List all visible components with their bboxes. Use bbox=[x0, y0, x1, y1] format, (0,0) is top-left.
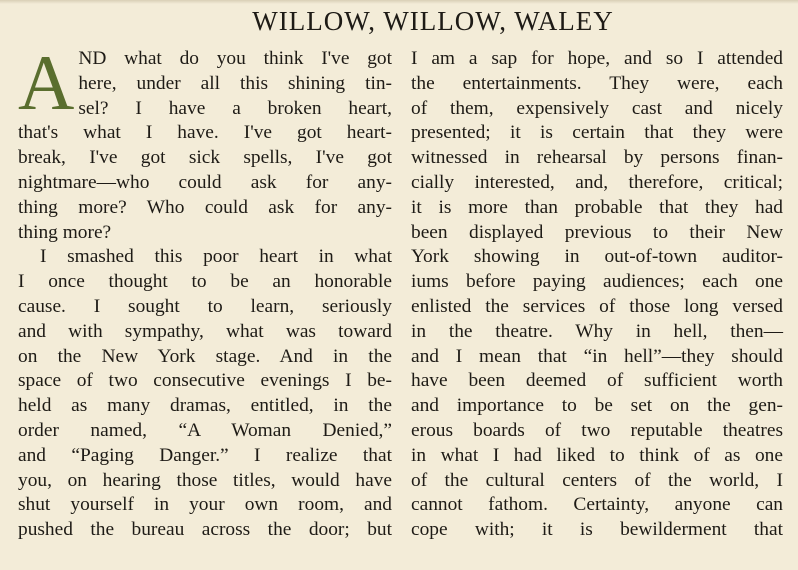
text-line: of them, expensively cast and nicely bbox=[411, 97, 783, 119]
text-line: on the New York stage. And in the bbox=[18, 345, 392, 367]
text-line: I smashed this poor heart in what bbox=[40, 246, 392, 268]
text-line: and “Paging Danger.” I realize that bbox=[18, 444, 392, 466]
text-line: and with sympathy, what was toward bbox=[18, 320, 392, 342]
text-line: it is more than probable that they had bbox=[411, 196, 783, 218]
text-line: York showing in out-of-town auditor- bbox=[411, 246, 783, 268]
text-line: held as many dramas, entitled, in the bbox=[18, 395, 392, 417]
right-column bbox=[411, 47, 783, 543]
text-line: cope with; it is bewilderment that bbox=[411, 519, 783, 541]
text-line: sel? I have a broken heart, bbox=[78, 97, 392, 119]
text-line: and importance to be set on the gen- bbox=[411, 395, 783, 417]
text-line: thing more? bbox=[18, 221, 112, 243]
text-line: shut yourself in your own room, and bbox=[18, 494, 392, 516]
text-line: presented; it is certain that they were bbox=[411, 122, 783, 144]
text-line: ND what do you think I've got bbox=[78, 48, 392, 69]
left-column bbox=[18, 39, 392, 543]
text-line: nightmare—who could ask for any- bbox=[18, 171, 392, 193]
text-line: erous boards of two reputable theatres bbox=[411, 419, 783, 441]
text-line: of the cultural centers of the world, I bbox=[411, 469, 783, 491]
text-line: have been deemed of sufficient worth bbox=[411, 370, 783, 392]
text-line: pushed the bureau across the door; but bbox=[18, 519, 392, 541]
text-line: and I mean that “in hell”—they should bbox=[411, 345, 783, 367]
text-line: that's what I have. I've got heart- bbox=[18, 122, 392, 144]
text-line: cially interested, and, therefore, critical; bbox=[411, 171, 783, 193]
text-line: enlisted the services of those long versed bbox=[411, 295, 783, 317]
text-line: here, under all this shining tin- bbox=[78, 72, 392, 94]
text-line: space of two consecutive evenings I be- bbox=[18, 370, 392, 392]
text-line: been displayed previous to their New bbox=[411, 221, 783, 243]
text-line: witnessed in rehearsal by persons finan- bbox=[411, 147, 783, 169]
text-line: I once thought to be an honorable bbox=[18, 271, 392, 293]
drop-cap: A bbox=[18, 39, 75, 126]
text-line: in the theatre. Why in hell, then— bbox=[411, 320, 783, 342]
text-line: cannot fathom. Certainty, anyone can bbox=[411, 494, 783, 516]
text-line: break, I've got sick spells, I've got bbox=[18, 147, 392, 169]
text-line: iums before paying audiences; each one bbox=[411, 271, 783, 293]
text-line: cause. I sought to learn, seriously bbox=[18, 295, 392, 317]
article-title: WILLOW, WILLOW, WALEY bbox=[252, 6, 614, 36]
text-line: thing more? Who could ask for any- bbox=[18, 196, 392, 218]
text-line: order named, “A Woman Denied,” bbox=[18, 419, 392, 441]
text-line: the entertainments. They were, each bbox=[411, 72, 783, 94]
text-line: in what I had liked to think of as one bbox=[411, 444, 783, 466]
text-line: I am a sap for hope, and so I attended bbox=[411, 48, 783, 69]
text-line: you, on hearing those titles, would have bbox=[18, 469, 392, 491]
